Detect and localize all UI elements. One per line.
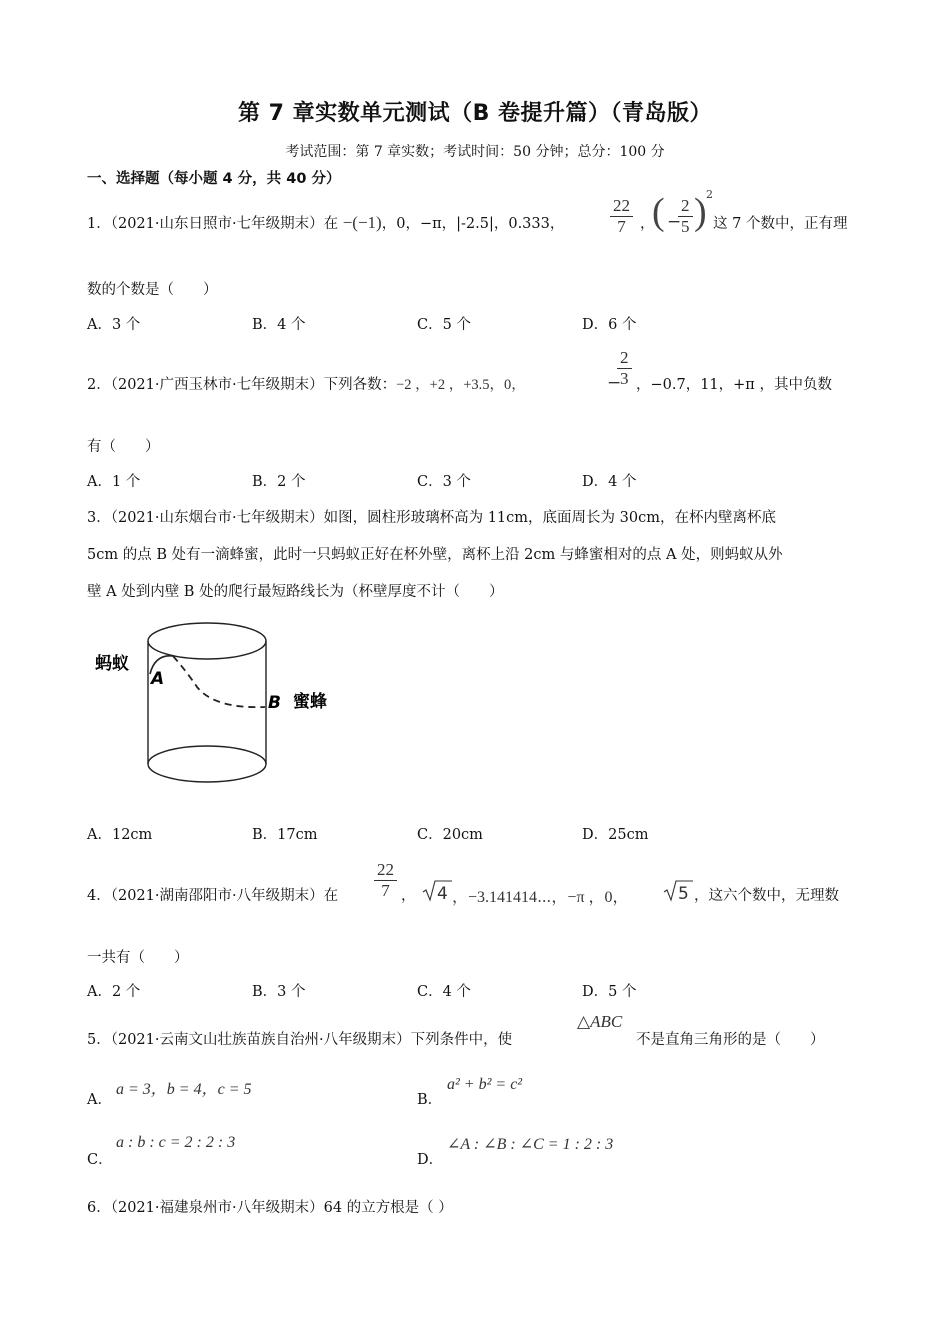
question-source: （2021·湖南邵阳市·八年级期末）在 bbox=[110, 888, 339, 904]
dashed-path bbox=[173, 656, 265, 707]
page-title: 第 7 章实数单元测试（B 卷提升篇）（青岛版） bbox=[237, 101, 713, 126]
question-text-line2: 一共有（ ） bbox=[87, 950, 189, 966]
cylinder-bottom-ellipse bbox=[148, 746, 266, 782]
number-list-b: ，−0.7，11，+π ，其中负数 bbox=[636, 377, 832, 393]
numerator: 22 bbox=[610, 196, 633, 217]
denominator: 7 bbox=[617, 217, 626, 236]
option-d-label: D． bbox=[417, 1152, 444, 1168]
fraction-22-7 bbox=[374, 860, 397, 901]
option-c: C．4 个 bbox=[417, 984, 471, 1000]
question-3 bbox=[87, 506, 776, 527]
option-b: B．4 个 bbox=[252, 317, 306, 333]
option-d: D．25cm bbox=[582, 827, 649, 843]
question-source: （2021·云南文山壮族苗族自治州·八年级期末）下列条件中，使 bbox=[110, 1032, 513, 1048]
question-text-line1: （2021·山东烟台市·七年级期末）如图，圆柱形玻璃杯高为 11cm，底面周长为 30cm，在杯内壁离杯底 bbox=[110, 510, 776, 526]
numerator: 22 bbox=[374, 860, 397, 881]
option-d: D．4 个 bbox=[582, 474, 637, 490]
option-a-label: A． bbox=[87, 1092, 112, 1108]
math-neg-neg-one: −(−1) bbox=[342, 213, 382, 232]
question-6 bbox=[87, 1196, 453, 1217]
question-text-line3: 壁 A 处到内壁 B 处的爬行最短路线长为（杯壁厚度不计（ ） bbox=[87, 584, 504, 600]
point-a-label: A bbox=[151, 669, 165, 689]
option-a: A．1 个 bbox=[87, 474, 141, 490]
paren-open: ( bbox=[652, 191, 665, 233]
cylinder-figure bbox=[87, 612, 357, 802]
cylinder-top-ellipse bbox=[148, 623, 266, 659]
option-c: C．5 个 bbox=[417, 317, 471, 333]
question-1 bbox=[87, 212, 564, 233]
exponent: 2 bbox=[706, 188, 713, 201]
option-a: A．12cm bbox=[87, 827, 153, 843]
option-c-label: C． bbox=[87, 1152, 113, 1168]
minus-sign: − bbox=[667, 212, 682, 232]
number-list: ，0，−π，|-2.5|，0.333， bbox=[381, 216, 565, 232]
radicand: 5 bbox=[678, 884, 689, 904]
option-d: D．6 个 bbox=[582, 317, 637, 333]
number-list-a: −2 ，+2 ，+3.5，0， bbox=[396, 377, 526, 393]
question-text-end: ，这六个数中，无理数 bbox=[694, 888, 839, 904]
separator: ， bbox=[640, 216, 655, 232]
question-number: 6． bbox=[87, 1200, 111, 1216]
honey-label: 蜜蜂 bbox=[293, 692, 327, 712]
option-a: A．3 个 bbox=[87, 317, 141, 333]
question-text-end: 不是直角三角形的是（ ） bbox=[636, 1032, 825, 1048]
question-text-line2: 5cm 的点 B 处有一滴蜂蜜，此时一只蚂蚁正好在杯外壁，离杯上沿 2cm 与蜂蜜相对的点 A 处，则蚂蚁从外 bbox=[87, 547, 783, 563]
fraction-22-7 bbox=[610, 196, 633, 237]
point-b-label: B bbox=[268, 693, 281, 713]
numerator: 2 bbox=[617, 348, 632, 369]
question-text-line2: 有（ ） bbox=[87, 439, 160, 455]
question-4 bbox=[87, 884, 338, 905]
denominator: 5 bbox=[681, 217, 690, 236]
option-b: B．17cm bbox=[252, 827, 318, 843]
minus-sign: − bbox=[607, 373, 622, 393]
option-c: C．20cm bbox=[417, 827, 483, 843]
separator: ， bbox=[401, 888, 416, 904]
option-b: B．2 个 bbox=[252, 474, 306, 490]
section-heading: 一、选择题（每小题 4 分，共 40 分） bbox=[87, 171, 341, 187]
question-text-line2: 数的个数是（ ） bbox=[87, 282, 218, 298]
option-d-math: ∠A : ∠B : ∠C = 1 : 2 : 3 bbox=[447, 1136, 614, 1153]
option-b: B．3 个 bbox=[252, 984, 306, 1000]
triangle-abc: △ABC bbox=[577, 1012, 623, 1031]
option-b-math: a² + b² = c² bbox=[447, 1076, 523, 1093]
radicand: 4 bbox=[437, 884, 448, 904]
numerator: 2 bbox=[678, 196, 693, 217]
denominator: 7 bbox=[381, 881, 390, 900]
option-a: A．2 个 bbox=[87, 984, 141, 1000]
option-d: D．5 个 bbox=[582, 984, 637, 1000]
question-number: 5． bbox=[87, 1032, 111, 1048]
sqrt-4 bbox=[422, 878, 452, 904]
question-number: 2． bbox=[87, 377, 111, 393]
question-5 bbox=[87, 1028, 512, 1049]
question-number: 4． bbox=[87, 888, 111, 904]
question-text-end: 这 7 个数中，正有理 bbox=[713, 216, 848, 232]
denominator: 3 bbox=[620, 369, 629, 388]
question-number: 1． bbox=[87, 216, 111, 232]
question-number: 3． bbox=[87, 510, 111, 526]
option-c: C．3 个 bbox=[417, 474, 471, 490]
exam-info: 考试范围：第 7 章实数；考试时间：50 分钟；总分：100 分 bbox=[285, 144, 665, 160]
question-source: （2021·山东日照市·七年级期末）在 bbox=[110, 216, 339, 232]
question-source: （2021·广西玉林市·七年级期末）下列各数： bbox=[110, 377, 397, 393]
fraction-2-3 bbox=[617, 348, 632, 389]
option-c-math: a : b : c = 2 : 2 : 3 bbox=[116, 1134, 236, 1151]
question-text: （2021·福建泉州市·八年级期末）64 的立方根是（ ） bbox=[110, 1200, 453, 1216]
ant-label: 蚂蚁 bbox=[95, 654, 129, 674]
paren-close: ) bbox=[694, 191, 707, 233]
number-list: ，−3.141414⋯，−π ，0， bbox=[452, 889, 629, 906]
option-b-label: B． bbox=[417, 1092, 443, 1108]
question-2 bbox=[87, 373, 526, 394]
sqrt-5 bbox=[663, 878, 693, 904]
option-a-math: a = 3，b = 4，c = 5 bbox=[116, 1081, 252, 1098]
fraction-2-5 bbox=[678, 196, 693, 237]
